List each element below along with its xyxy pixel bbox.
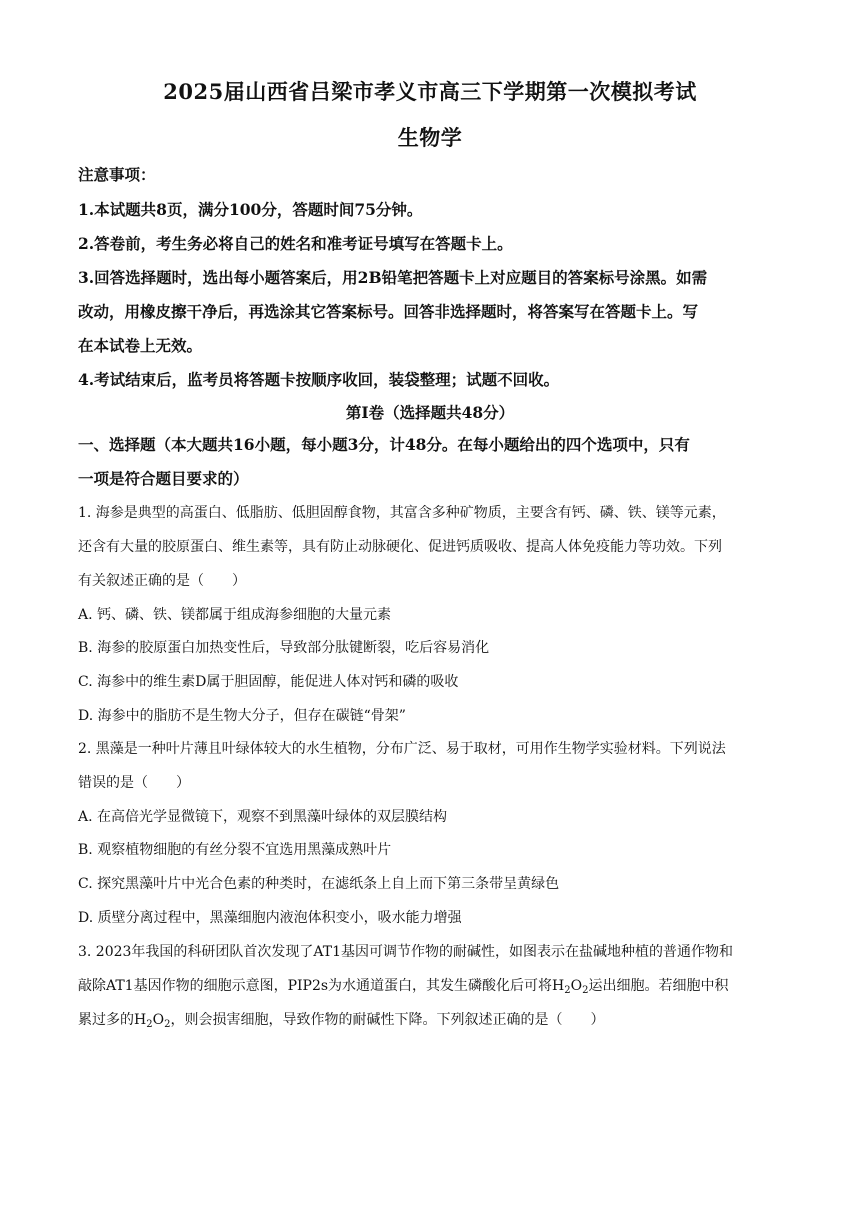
notice-heading: 注意事项： [78, 165, 156, 184]
option-d: D. 质壁分离过程中，黑藻细胞内液泡体积变小，吸水能力增强 [78, 910, 462, 926]
subject-title: 生物学 [397, 125, 463, 150]
question-stem: 还含有大量的胶原蛋白、维生素等，具有防止动脉硬化、促进钙质吸收、提高人体免疫能力等功效。下列 [78, 539, 722, 555]
option-a: A. 在高倍光学显微镜下，观察不到黑藻叶绿体的双层膜结构 [78, 809, 448, 825]
option-c: C. 海参中的维生素D属于胆固醇，能促进人体对钙和磷的吸收 [78, 674, 459, 690]
notice-item: 4.考试结束后，监考员将答题卡按顺序收回，装袋整理；试题不回收。 [78, 370, 560, 389]
part-title: 第Ⅰ卷（选择题共48分） [345, 403, 515, 422]
question-stem: 2. 黑藻是一种叶片薄且叶绿体较大的水生植物，分布广泛、易于取材，可用作生物学实验材料。下列说法 [78, 741, 726, 757]
question-stem: 敲除AT1基因作物的细胞示意图，PIP2s为水通道蛋白，其发生磷酸化后可将$H_2O_2$运出细胞。若细胞中积 [78, 978, 729, 996]
question-stem: 3. 2023年我国的科研团队首次发现了AT1基因可调节作物的耐碱性，如图表示在盐碱地种植的普通作物和 [78, 944, 734, 960]
option-c: C. 探究黑藻叶片中光合色素的种类时，在滤纸条上自上而下第三条带呈黄绿色 [78, 876, 560, 892]
notice-item: 2.答卷前，考生务必将自己的姓名和准考证号填写在答题卡上。 [78, 234, 513, 253]
notice-item: 改动，用橡皮擦干净后，再选涂其它答案标号。回答非选择题时，将答案写在答题卡上。写 [78, 302, 699, 321]
option-d: D. 海参中的脂肪不是生物大分子，但存在碳链“骨架” [78, 708, 406, 724]
question-stem: 1. 海参是典型的高蛋白、低脂肪、低胆固醇食物，其富含多种矿物质，主要含有钙、磷、铁、镁等元素， [78, 505, 726, 521]
option-a: A. 钙、磷、铁、镁都属于组成海参细胞的大量元素 [78, 607, 392, 623]
question-stem: 有关叙述正确的是（ ） [78, 573, 246, 589]
question-stem: 错误的是（ ） [78, 775, 190, 791]
option-b: B. 海参的胶原蛋白加热变性后，导致部分肽键断裂，吃后容易消化 [78, 640, 490, 656]
question-stem: 累过多的$H_2O_2$，则会损害细胞，导致作物的耐碱性下降。下列叙述正确的是（ ） [78, 1012, 605, 1030]
section-heading: 一、选择题（本大题共16小题，每小题3分，计48分。在每小题给出的四个选项中，只有 [78, 435, 690, 454]
notice-item: 在本试卷上无效。 [78, 336, 203, 355]
notice-item: 1.本试题共8页，满分100分，答题时间75分钟。 [78, 200, 423, 219]
option-b: B. 观察植物细胞的有丝分裂不宜选用黑藻成熟叶片 [78, 842, 392, 858]
exam-title: 2025届山西省吕梁市孝义市高三下学期第一次模拟考试 [163, 79, 697, 104]
notice-item: 3.回答选择题时，选出每小题答案后，用2B铅笔把答题卡上对应题目的答案标号涂黑。如需 [78, 268, 708, 287]
section-heading: 一项是符合题目要求的） [78, 469, 249, 488]
